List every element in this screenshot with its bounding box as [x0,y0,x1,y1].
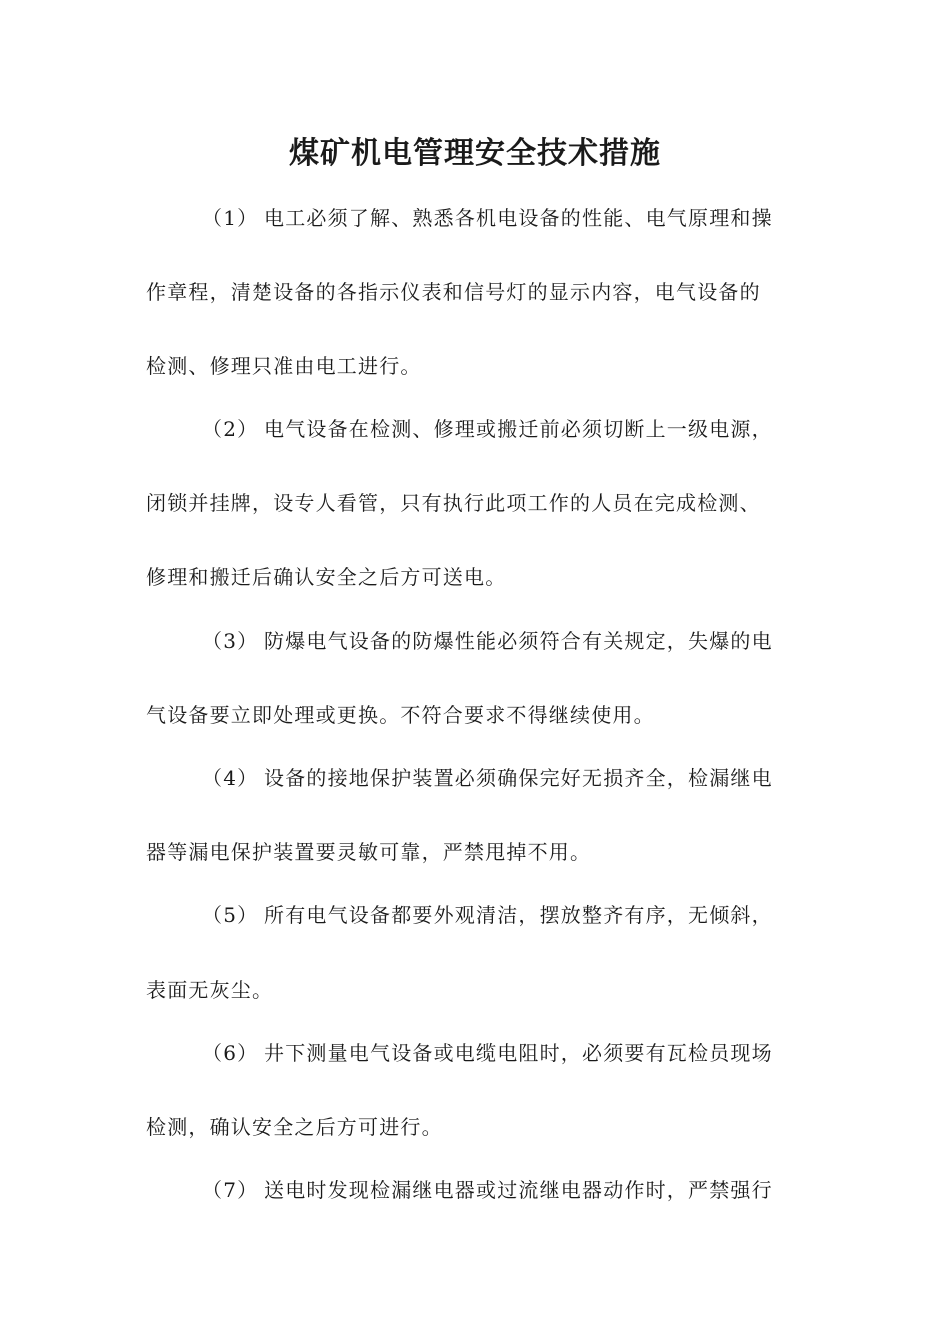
item-number: （5） [202,903,259,927]
paragraph-text: 所有电气设备都要外观清洁，摆放整齐有序，无倾斜， [264,903,773,927]
paragraph-line [146,1168,806,1212]
paragraph-line: 气设备要立即处理或更换。不符合要求不得继续使用。 [146,703,655,727]
item-number: （3） [202,629,259,653]
paragraph-line [146,407,806,451]
document-title: 煤矿机电管理安全技术措施 [289,136,661,171]
item-number: （2） [202,417,259,441]
paragraph-line: 作章程，清楚设备的各指示仪表和信号灯的显示内容，电气设备的 [146,280,761,304]
paragraph-text: 电工必须了解、熟悉各机电设备的性能、电气原理和操 [264,206,773,230]
paragraph-line [146,619,806,663]
paragraph-text: 电气设备在检测、修理或搬迁前必须切断上一级电源， [264,417,773,441]
paragraph-line: 检测、修理只准由电工进行。 [146,354,422,378]
paragraph-line: 表面无灰尘。 [146,978,274,1002]
paragraph-line [146,196,806,240]
paragraph-line [146,1031,806,1075]
paragraph-line [146,893,806,937]
paragraph-text: 防爆电气设备的防爆性能必须符合有关规定，失爆的电 [264,629,773,653]
paragraph-line: 闭锁并挂牌，设专人看管，只有执行此项工作的人员在完成检测、 [146,491,761,515]
paragraph-text: 设备的接地保护装置必须确保完好无损齐全，检漏继电 [264,766,773,790]
paragraph-line [146,756,806,800]
paragraph-line: 修理和搬迁后确认安全之后方可送电。 [146,565,507,589]
item-number: （7） [202,1178,259,1202]
paragraph-line: 检测，确认安全之后方可进行。 [146,1115,443,1139]
item-number: （1） [202,206,259,230]
item-number: （6） [202,1041,259,1065]
item-number: （4） [202,766,259,790]
paragraph-text: 送电时发现检漏继电器或过流继电器动作时，严禁强行 [264,1178,773,1202]
paragraph-line: 器等漏电保护装置要灵敏可靠，严禁甩掉不用。 [146,840,592,864]
paragraph-text: 井下测量电气设备或电缆电阻时，必须要有瓦检员现场 [264,1041,773,1065]
